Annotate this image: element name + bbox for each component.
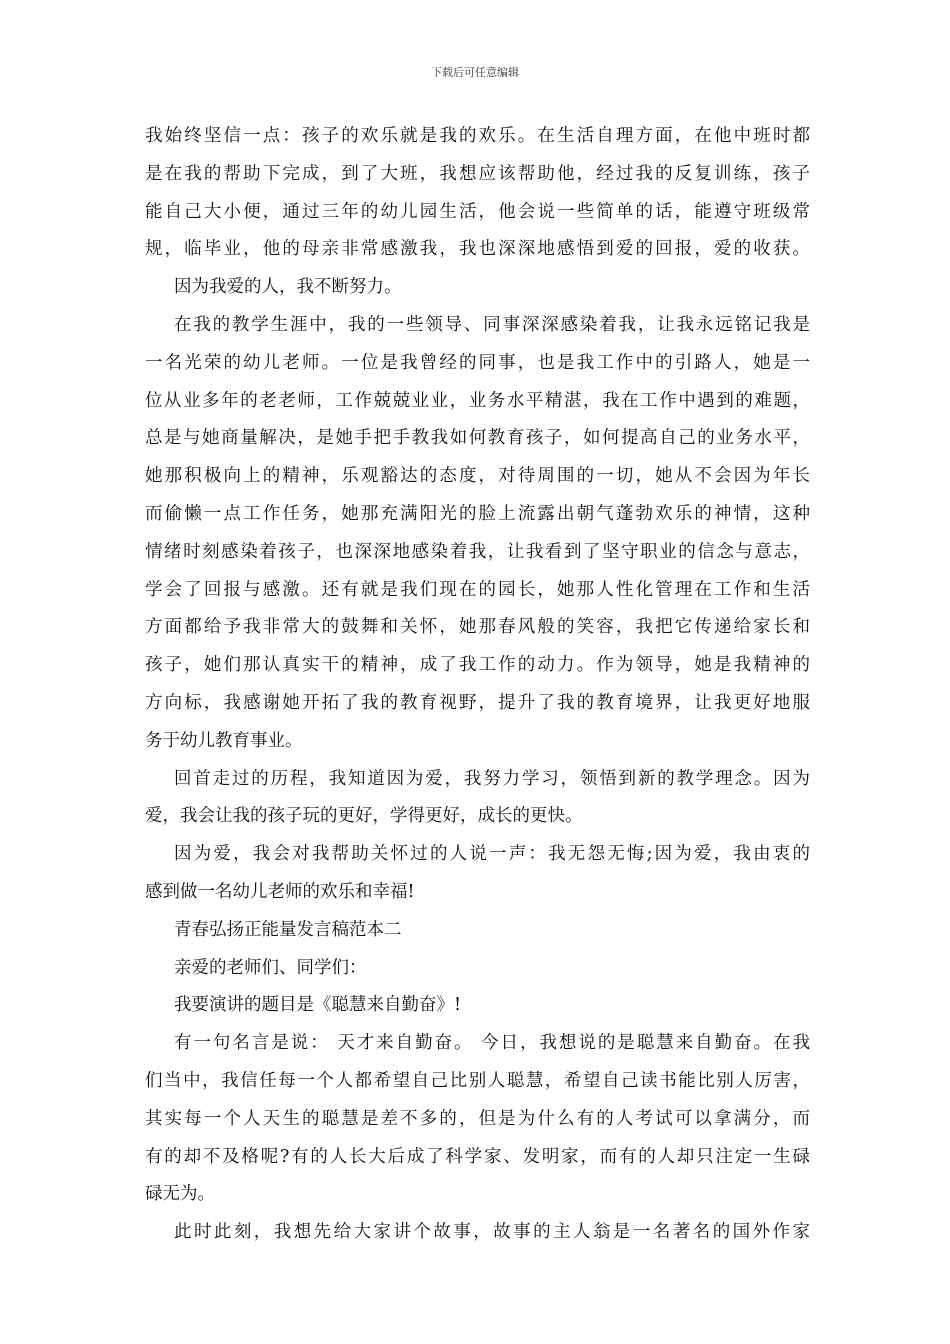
text-line: 一名光荣的幼儿老师。一位是我曾经的同事，也是我工作中的引路人，她是一 — [145, 352, 810, 373]
text-line: 碌无为。 — [145, 1184, 215, 1205]
page-header-note: 下载后可任意编辑 — [431, 66, 519, 79]
text-line: 因为我爱的人，我不断努力。 — [174, 277, 402, 298]
text-line: 我要演讲的题目是《聪慧来自勤奋》! — [174, 995, 462, 1016]
text-line: 方向标，我感谢她开拓了我的教育视野，提升了我的教育境界，让我更好地服 — [145, 692, 810, 713]
text-line: 她那积极向上的精神，乐观豁达的态度，对待周围的一切，她从不会因为年长 — [145, 466, 810, 487]
text-line: 回首走过的历程，我知道因为爱，我努力学习，领悟到新的教学理念。因为 — [174, 768, 810, 789]
text-line: 总是与她商量解决，是她手把手教我如何教育孩子，如何提高自己的业务水平， — [145, 428, 810, 449]
text-line: 青春弘扬正能量发言稿范本二 — [174, 919, 402, 940]
text-line: 而偷懒一点工作任务，她那充满阳光的脸上流露出朝气蓬勃欢乐的神情，这种 — [145, 503, 810, 524]
text-line: 有的却不及格呢?有的人长大后成了科学家、发明家，而有的人却只注定一生碌 — [145, 1146, 810, 1167]
text-line: 情绪时刻感染着孩子，也深深地感染着我，让我看到了坚守职业的信念与意志， — [145, 541, 810, 562]
text-line: 其实每一个人天生的聪慧是差不多的，但是为什么有的人考试可以拿满分，而 — [145, 1108, 810, 1129]
text-line: 务于幼儿教育事业。 — [145, 730, 303, 751]
text-line: 能自己大小便，通过三年的幼儿园生活，他会说一些简单的话，能遵守班级常 — [145, 201, 810, 222]
text-line: 爱，我会让我的孩子玩的更好，学得更好，成长的更快。 — [145, 806, 583, 827]
text-line: 亲爱的老师们、同学们： — [174, 957, 367, 978]
text-line: 我始终坚信一点：孩子的欢乐就是我的欢乐。在生活自理方面，在他中班时都 — [145, 126, 810, 146]
text-line: 在我的教学生涯中，我的一些领导、同事深深感染着我，让我永远铭记我是 — [174, 314, 810, 335]
text-line: 感到做一名幼儿老师的欢乐和幸福! — [145, 881, 415, 902]
text-line: 孩子，她们那认真实干的精神，成了我工作的动力。作为领导，她是我精神的 — [145, 655, 810, 676]
text-line: 因为爱，我会对我帮助关怀过的人说一声：我无怨无悔;因为爱，我由衷的 — [174, 844, 810, 865]
text-line: 此时此刻，我想先给大家讲个故事，故事的主人翁是一名著名的国外作家 — [174, 1222, 810, 1243]
text-line: 学会了回报与感激。还有就是我们现在的园长，她那人性化管理在工作和生活 — [145, 579, 810, 600]
text-line: 是在我的帮助下完成，到了大班，我想应该帮助他，经过我的反复训练，孩子 — [145, 163, 810, 184]
document-body — [145, 118, 810, 1252]
text-line: 们当中，我信任每一个人都希望自己比别人聪慧，希望自己读书能比别人厉害， — [145, 1070, 810, 1091]
text-line: 方面都给予我非常大的鼓舞和关怀，她那春风般的笑容，我把它传递给家长和 — [145, 617, 810, 638]
text-line: 规，临毕业，他的母亲非常感激我，我也深深地感悟到爱的回报，爱的收获。 — [145, 239, 810, 260]
text-line: 有一句名言是说： 天才来自勤奋。 今日，我想说的是聪慧来自勤奋。在我 — [174, 1033, 810, 1054]
text-line: 位从业多年的老老师，工作兢兢业业，业务水平精湛，我在工作中遇到的难题， — [145, 390, 810, 411]
